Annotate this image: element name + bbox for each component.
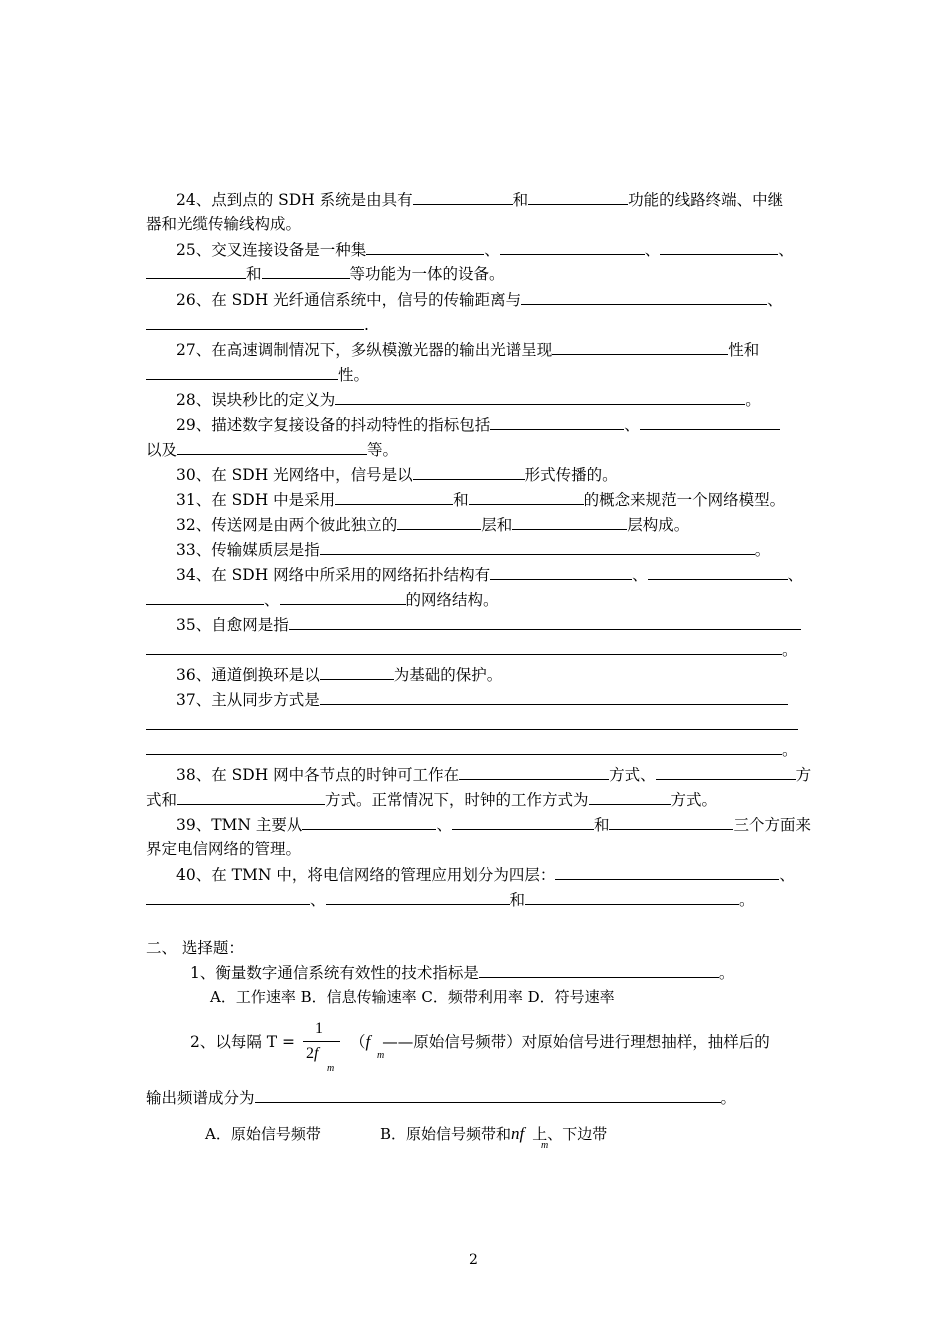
q27-text: 性。 [338, 366, 370, 384]
q37-text: 37、主从同步方式是 [176, 691, 320, 709]
blank[interactable] [335, 489, 453, 505]
q25-text: 等功能为一体的设备。 [349, 265, 505, 283]
question-36 [176, 664, 502, 685]
question-29 [176, 414, 780, 435]
page-number-text: 2 [469, 1252, 478, 1268]
blank[interactable] [255, 1087, 721, 1103]
sep: 、 [632, 566, 648, 584]
q34-text: 34、在 SDH 网络中所采用的网络拓扑结构有 [176, 566, 491, 584]
question-37-cont2 [146, 739, 798, 760]
sep: 、 [310, 891, 326, 909]
question-32 [176, 514, 689, 535]
blank[interactable] [302, 814, 436, 830]
blank[interactable] [320, 539, 755, 555]
q39-text: 和 [593, 816, 610, 834]
q38-text: 38、在 SDH 网中各节点的时钟可工作在 [176, 766, 460, 784]
sub-m [541, 1140, 548, 1151]
sep: 、 [624, 416, 640, 434]
q38-text: 式和 [146, 791, 178, 809]
q38-text: 方式、 [609, 766, 656, 784]
q39-text: 界定电信网络的管理。 [146, 840, 302, 858]
question-37-cont1 [146, 714, 798, 735]
q27-text: 27、在高速调制情况下，多纵模激光器的输出光谱呈现 [176, 341, 553, 359]
blank[interactable] [146, 263, 246, 279]
blank[interactable] [500, 239, 645, 255]
question-25-cont [146, 263, 505, 284]
numerator: 1 [315, 1020, 323, 1037]
blank[interactable] [146, 639, 782, 655]
blank[interactable] [479, 962, 719, 978]
page-number [469, 1252, 478, 1268]
q36-text: 36、通道倒换环是以 [176, 666, 320, 684]
end: 。 [754, 541, 771, 559]
option-b-text: B．原始信号频带和 [380, 1125, 512, 1143]
sep: 、 [264, 591, 280, 609]
blank[interactable] [326, 889, 510, 905]
question-35-cont [146, 639, 798, 660]
c2-text: 输出频谱成分为 [146, 1089, 255, 1107]
end: 。 [718, 964, 735, 982]
m-subscript: m [327, 1063, 335, 1074]
q39-text: 39、TMN 主要从 [176, 816, 303, 834]
blank[interactable] [521, 289, 767, 305]
blank[interactable] [660, 239, 778, 255]
question-30 [176, 464, 618, 485]
end: 。 [745, 391, 761, 409]
q24-text: 器和光缆传输线构成。 [146, 215, 302, 233]
blank[interactable] [320, 664, 394, 680]
question-27 [176, 339, 759, 360]
question-24 [176, 189, 783, 210]
c1-text: 1、衡量数字通信系统有效性的技术指标是 [190, 964, 479, 982]
q24-text: 和 [512, 191, 529, 209]
blank[interactable] [490, 564, 632, 580]
blank[interactable] [366, 239, 484, 255]
blank[interactable] [146, 714, 798, 730]
blank[interactable] [452, 814, 594, 830]
option-b-text: 上、下边带 [532, 1125, 608, 1143]
q31-text: 的概念来规范一个网络模型。 [583, 491, 786, 509]
q31-text: 和 [453, 491, 469, 509]
blank[interactable] [640, 414, 780, 430]
q27-text: 性和 [728, 341, 760, 359]
question-34 [176, 564, 803, 585]
question-24-cont [146, 214, 301, 234]
question-40-cont [146, 889, 755, 910]
blank[interactable] [459, 764, 609, 780]
end: . [364, 316, 369, 334]
end: 。 [782, 741, 798, 759]
blank[interactable] [555, 864, 779, 880]
f-symbol: f [519, 1124, 525, 1143]
c1-options-text: A．工作速率 B．信息传输速率 C．频带利用率 D．符号速率 [210, 988, 615, 1006]
blank[interactable] [146, 739, 782, 755]
blank[interactable] [280, 589, 406, 605]
blank[interactable] [609, 814, 733, 830]
q25-text: 和 [246, 265, 262, 283]
denominator: 2 [306, 1045, 314, 1062]
q40-text: 40、在 TMN 中，将电信网络的管理应用划分为四层： [176, 866, 556, 884]
choice-1-options [210, 987, 615, 1007]
q32-text: 层和 [481, 516, 513, 534]
sep: 、 [779, 866, 795, 884]
blank[interactable] [146, 589, 264, 605]
q25-text: 25、交叉连接设备是一种集 [176, 241, 367, 259]
n-symbol: n [511, 1124, 520, 1143]
choice-2-option-b [380, 1124, 607, 1144]
blank[interactable] [177, 439, 367, 455]
blank[interactable] [177, 789, 325, 805]
fraction-bar [303, 1041, 340, 1042]
choice-2-cont [146, 1087, 736, 1108]
q39-text: 三个方面来 [733, 816, 811, 834]
end: 。 [782, 641, 798, 659]
q29-text: 以及 [146, 441, 178, 459]
question-29-cont [146, 439, 398, 460]
question-37 [176, 689, 788, 710]
choice-1 [190, 962, 734, 983]
blank[interactable] [146, 314, 364, 330]
m-subscript: m [377, 1050, 385, 1061]
fraction-denominator [306, 1045, 318, 1063]
q35-text: 35、自愈网是指 [176, 616, 289, 634]
question-39-cont [146, 839, 301, 859]
sep: 、 [787, 566, 804, 584]
q38-text: 方式。 [670, 791, 718, 809]
question-26-cont [146, 314, 369, 335]
q30-text: 形式传播的。 [524, 466, 618, 484]
end: 。 [739, 891, 755, 909]
blank[interactable] [397, 514, 481, 530]
m-subscript: m [541, 1140, 549, 1151]
blank[interactable] [413, 464, 525, 480]
q31-text: 31、在 SDH 中是采用 [176, 491, 336, 509]
blank[interactable] [320, 689, 788, 705]
sep: 、 [767, 291, 783, 309]
blank[interactable] [648, 564, 788, 580]
question-31 [176, 489, 785, 510]
q32-text: 32、传送网是由两个彼此独立的 [176, 516, 398, 534]
q26-text: 26、在 SDH 光纤通信系统中，信号的传输距离与 [176, 291, 522, 309]
question-33 [176, 539, 770, 560]
question-35 [176, 614, 801, 635]
question-34-cont [146, 589, 499, 610]
end: 。 [720, 1089, 737, 1107]
q38-text: 方式。正常情况下，时钟的工作方式为 [325, 791, 589, 809]
choice-2 [190, 1032, 295, 1052]
question-25 [176, 239, 794, 260]
blank[interactable] [289, 614, 801, 630]
q32-text: 层构成。 [627, 516, 690, 534]
q29-text: 29、描述数字复接设备的抖动特性的指标包括 [176, 416, 491, 434]
f-symbol: f [365, 1032, 371, 1051]
q36-text: 为基础的保护。 [393, 666, 503, 684]
sub-m [377, 1050, 384, 1061]
question-27-cont [146, 364, 369, 385]
section-title-text: 二、 选择题： [146, 939, 244, 957]
blank[interactable] [469, 489, 584, 505]
blank[interactable] [262, 263, 350, 279]
blank[interactable] [656, 764, 796, 780]
q34-text: 的网络结构。 [405, 591, 499, 609]
blank[interactable] [490, 414, 624, 430]
question-26 [176, 289, 783, 310]
blank[interactable] [589, 789, 671, 805]
sep: 、 [484, 241, 500, 259]
q24-text: 功能的线路终端、中继 [628, 191, 784, 209]
q24-text: 24、点到点的 SDH 系统是由具有 [176, 191, 413, 209]
question-40 [176, 864, 795, 885]
blank[interactable] [146, 889, 310, 905]
q40-text: 和 [509, 891, 526, 909]
option-a-text: A．原始信号频带 [205, 1125, 321, 1143]
sub-m [327, 1063, 334, 1074]
choice-2-option-a [205, 1124, 321, 1144]
fraction-numerator [315, 1020, 323, 1038]
q33-text: 33、传输媒质层是指 [176, 541, 320, 559]
blank[interactable] [146, 364, 338, 380]
blank[interactable] [525, 889, 739, 905]
choice-2-rest [350, 1032, 770, 1052]
question-38-cont [146, 789, 717, 810]
question-39 [176, 814, 811, 835]
q29-text: 等。 [367, 441, 399, 459]
question-38 [176, 764, 811, 785]
section-title [146, 938, 244, 958]
q30-text: 30、在 SDH 光网络中，信号是以 [176, 466, 413, 484]
q38-text: 方 [795, 766, 812, 784]
f-symbol: f [314, 1045, 319, 1062]
sep: 、 [644, 241, 661, 259]
blank[interactable] [512, 514, 627, 530]
c2-text: （ [350, 1033, 366, 1051]
sep: 、 [778, 241, 794, 259]
blank[interactable] [552, 339, 728, 355]
c2-text: ——原始信号频带）对原始信号进行理想抽样，抽样后的 [382, 1033, 770, 1051]
c2-text: 2、以每隔 T = [190, 1033, 296, 1051]
q28-text: 28、误块秒比的定义为 [176, 391, 336, 409]
blank[interactable] [335, 389, 745, 405]
blank[interactable] [528, 189, 628, 205]
blank[interactable] [413, 189, 513, 205]
sep: 、 [436, 816, 452, 834]
question-28 [176, 389, 761, 410]
